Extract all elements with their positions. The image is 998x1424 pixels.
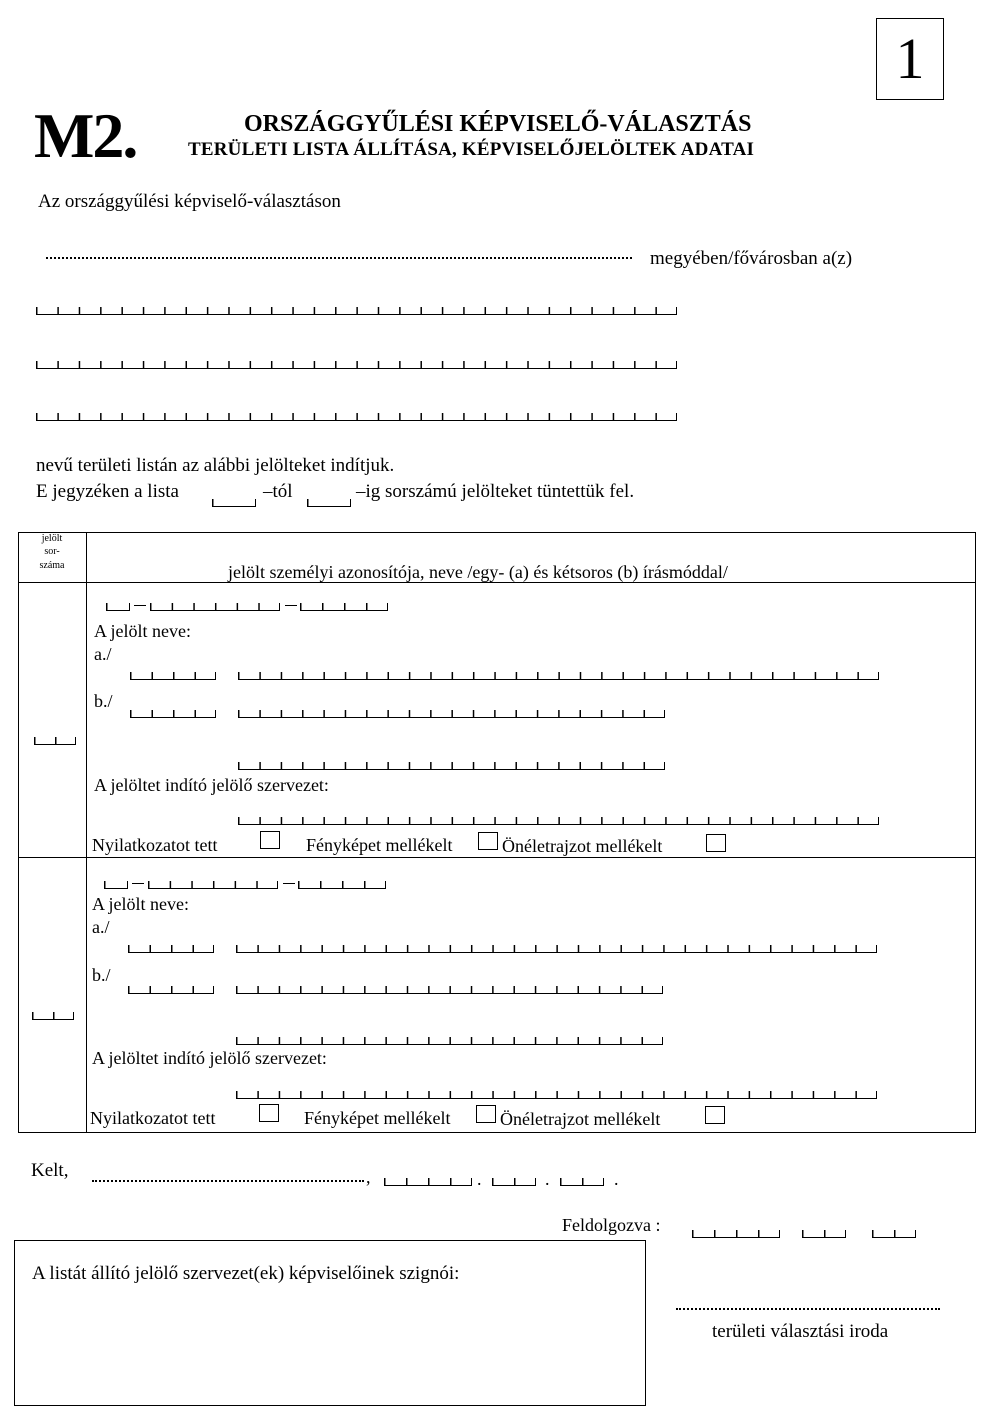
- id-separator: [283, 883, 295, 884]
- candidate-2-org-label: A jelöltet indító jelölő szervezet:: [92, 1048, 327, 1068]
- table-header-divider: [18, 582, 976, 583]
- candidate-1-id-part1[interactable]: [106, 603, 130, 611]
- candidate-1-org-field[interactable]: [238, 817, 879, 825]
- candidate-2-b-label: b./: [92, 965, 111, 985]
- candidate-1-b-label: b./: [94, 691, 113, 711]
- candidate-2-org-field[interactable]: [236, 1091, 877, 1099]
- candidate-1-cv-checkbox[interactable]: [706, 834, 726, 852]
- candidate-1-a-first-field[interactable]: [130, 672, 216, 680]
- candidate-2-id-part3[interactable]: [298, 881, 386, 889]
- id-separator: [285, 605, 297, 606]
- candidate-2-photo-label: Fényképet mellékelt: [304, 1108, 451, 1128]
- processed-month-field[interactable]: [802, 1230, 846, 1238]
- candidate-2-cv-checkbox[interactable]: [705, 1106, 725, 1124]
- county-field[interactable]: [46, 257, 632, 259]
- seq-header-line2: sor-: [44, 546, 60, 557]
- candidate-2-b-first-field[interactable]: [128, 986, 214, 994]
- candidate-1-a-label: a./: [94, 644, 112, 664]
- seq-header-line1: jelölt: [41, 533, 63, 544]
- county-suffix: megyében/fővárosban a(z): [650, 248, 853, 269]
- candidate-1-declaration-checkbox[interactable]: [260, 831, 280, 849]
- form-title: ORSZÁGGYŰLÉSI KÉPVISELŐ-VÁLASZTÁS: [244, 111, 752, 137]
- date-year-field[interactable]: [384, 1178, 472, 1186]
- page-number: 1: [876, 18, 944, 100]
- processed-day-field[interactable]: [872, 1230, 916, 1238]
- date-month-field[interactable]: [492, 1178, 536, 1186]
- date-place-field[interactable]: [92, 1180, 364, 1182]
- processed-year-field[interactable]: [692, 1230, 780, 1238]
- candidate-2-a-last-field[interactable]: [236, 945, 877, 953]
- candidate-1-photo-checkbox[interactable]: [478, 832, 498, 850]
- candidate-1-b-line1-field[interactable]: [238, 710, 665, 718]
- table-row-divider: [18, 857, 976, 858]
- date-day-field[interactable]: [560, 1178, 604, 1186]
- candidate-2-declaration-label: Nyilatkozatot tett: [90, 1108, 216, 1128]
- candidate-2-id-part2[interactable]: [148, 881, 278, 889]
- range-from-field[interactable]: [212, 499, 256, 507]
- candidate-1-cv-label: Önéletrajzot mellékelt: [502, 836, 663, 856]
- form-code: M2.: [34, 100, 137, 171]
- list-name-line-1[interactable]: [36, 307, 677, 315]
- form-subtitle: TERÜLETI LISTA ÁLLÍTÁSA, KÉPVISELŐJELÖLTEK ADATAI: [188, 139, 755, 160]
- intro-text: Az országgyűlési képviselő-választáson: [38, 191, 341, 212]
- table-main-header: jelölt személyi azonosítója, neve /egy- (a) és kétsoros (b) írásmóddal/: [228, 562, 728, 582]
- list-name-line-2[interactable]: [36, 361, 677, 369]
- list-name-line-3[interactable]: [36, 413, 677, 421]
- dot-separator: .: [545, 1169, 550, 1189]
- comma: ,: [366, 1167, 371, 1187]
- id-separator: [132, 883, 144, 884]
- candidate-2-declaration-checkbox[interactable]: [259, 1104, 279, 1122]
- id-separator: [134, 605, 146, 606]
- dot-separator: .: [477, 1169, 482, 1189]
- range-to-suffix: –ig sorszámú jelölteket tüntettük fel.: [356, 481, 635, 502]
- range-prefix: E jegyzéken a lista: [36, 481, 179, 502]
- candidate-1-a-last-field[interactable]: [238, 672, 879, 680]
- candidate-1-b-line2-field[interactable]: [238, 762, 665, 770]
- range-from-suffix: –tól: [263, 481, 293, 502]
- candidate-1-org-label: A jelöltet indító jelölő szervezet:: [94, 775, 329, 795]
- office-signature-field[interactable]: [676, 1308, 940, 1310]
- processed-label: Feldolgozva :: [562, 1215, 661, 1235]
- dot-separator: .: [614, 1169, 619, 1189]
- candidate-2-cv-label: Önéletrajzot mellékelt: [500, 1109, 661, 1129]
- office-label: területi választási iroda: [712, 1321, 889, 1342]
- candidate-2-a-first-field[interactable]: [128, 945, 214, 953]
- table-column-divider: [86, 532, 87, 1133]
- date-label: Kelt,: [31, 1160, 69, 1181]
- candidate-1-name-label: A jelölt neve:: [94, 621, 191, 641]
- candidate-2-a-label: a./: [92, 917, 110, 937]
- signature-label: A listát állító jelölő szervezet(ek) képviselőinek szignói:: [32, 1263, 460, 1284]
- candidate-2-photo-checkbox[interactable]: [476, 1105, 496, 1123]
- candidate-1-b-first-field[interactable]: [130, 710, 216, 718]
- candidate-2-name-label: A jelölt neve:: [92, 894, 189, 914]
- candidate-1-id-part2[interactable]: [150, 603, 280, 611]
- range-to-field[interactable]: [307, 499, 351, 507]
- candidate-2-b-line2-field[interactable]: [236, 1037, 663, 1045]
- list-intro-text: nevű területi listán az alábbi jelölteket indítjuk.: [36, 455, 395, 476]
- candidate-2-id-part1[interactable]: [104, 881, 128, 889]
- candidate-1-seq-field[interactable]: [34, 737, 76, 745]
- seq-header-line3: száma: [39, 560, 65, 571]
- candidate-1-declaration-label: Nyilatkozatot tett: [92, 835, 218, 855]
- candidate-1-photo-label: Fényképet mellékelt: [306, 835, 453, 855]
- candidate-2-seq-field[interactable]: [32, 1012, 74, 1020]
- candidate-2-b-line1-field[interactable]: [236, 986, 663, 994]
- candidate-1-id-part3[interactable]: [300, 603, 388, 611]
